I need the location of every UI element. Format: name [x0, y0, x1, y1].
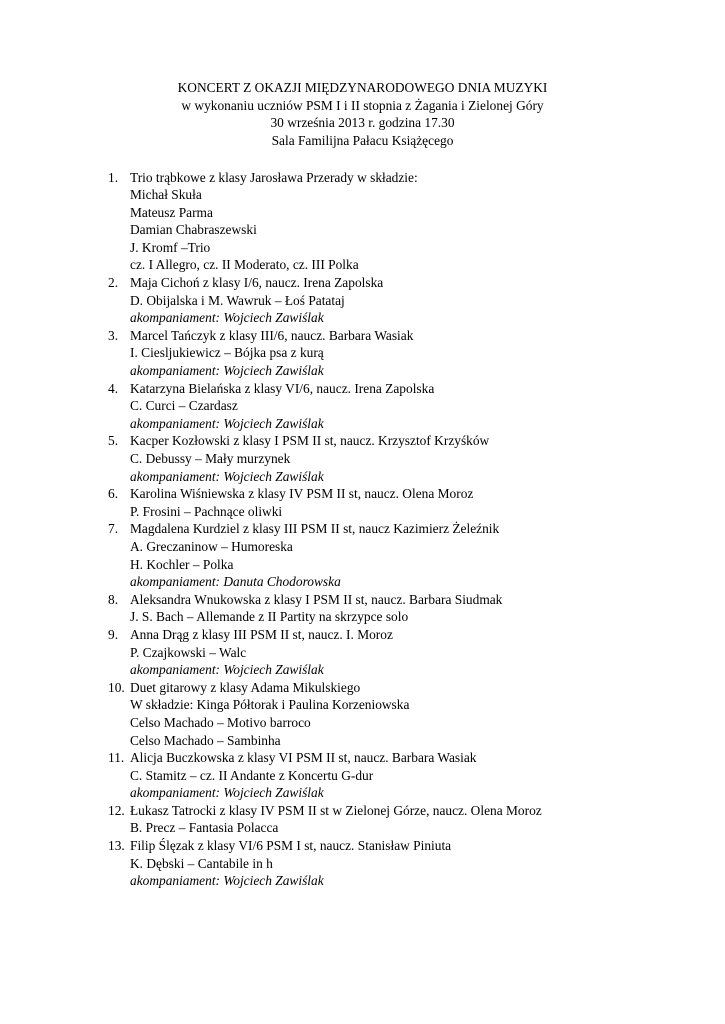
program-line: Trio trąbkowe z klasy Jarosława Przerady w składzie:: [130, 169, 418, 185]
program-line: I. Ciesljukiewicz – Bójka psa z kurą: [130, 345, 324, 361]
program-line: Marcel Tańczyk z klasy III/6, naucz. Barbara Wasiak: [130, 327, 414, 343]
accompaniment-line: akompaniament: Wojciech Zawiślak: [130, 873, 324, 889]
program-line: Kacper Kozłowski z klasy I PSM II st, naucz. Krzysztof Krzyśków: [130, 433, 490, 449]
concert-title: KONCERT Z OKAZJI MIĘDZYNARODOWEGO DNIA MUZYKI: [177, 80, 548, 95]
program-item: [108, 802, 668, 837]
program-line: Filip Ślęzak z klasy VI/6 PSM I st, naucz. Stanisław Piniuta: [130, 838, 452, 854]
program-item-number: 3.: [108, 327, 119, 343]
program-line: Damian Chabraszewski: [130, 222, 257, 238]
program-line: C. Stamitz – cz. II Andante z Koncertu G-dur: [130, 767, 374, 783]
program-line: J. S. Bach – Allemande z II Partity na skrzypce solo: [130, 609, 409, 625]
program-item: [108, 169, 668, 275]
program-item-number: 7.: [108, 521, 119, 537]
accompaniment-line: akompaniament: Danuta Chodorowska: [130, 574, 341, 590]
program-line: J. Kromf –Trio: [130, 239, 211, 255]
accompaniment-line: akompaniament: Wojciech Zawiślak: [130, 363, 324, 379]
program-item-number: 5.: [108, 433, 119, 449]
program-line: C. Debussy – Mały murzynek: [130, 451, 291, 466]
program-line: Celso Machado – Motivo barroco: [130, 714, 311, 730]
program-item: [108, 432, 668, 485]
accompaniment-line: akompaniament: Wojciech Zawiślak: [130, 415, 324, 431]
program-line: Maja Cichoń z klasy I/6, naucz. Irena Zapolska: [130, 275, 384, 291]
program-line: Anna Drąg z klasy III PSM II st, naucz. I. Moroz: [130, 626, 393, 642]
program-item-number: 2.: [108, 275, 119, 291]
program-item: [108, 520, 668, 590]
program-item: [108, 274, 668, 327]
program-item-number: 9.: [108, 626, 119, 642]
program-item-number: 10.: [108, 679, 125, 695]
program-line: A. Greczaninow – Humoreska: [130, 538, 293, 554]
program-item: [108, 749, 668, 802]
program-item-number: 11.: [108, 750, 125, 766]
concert-header: [0, 79, 725, 149]
program-line: W składzie: Kinga Półtorak i Paulina Korzeniowska: [130, 697, 410, 713]
program-line: P. Czajkowski – Walc: [130, 644, 247, 660]
program-item: [108, 679, 668, 749]
program-line: K. Dębski – Cantabile in h: [130, 855, 273, 871]
program-line: Duet gitarowy z klasy Adama Mikulskiego: [130, 679, 361, 695]
program-line: Celso Machado – Sambinha: [130, 732, 281, 748]
program-list: [108, 169, 668, 890]
program-line: Katarzyna Bielańska z klasy VI/6, naucz. Irena Zapolska: [130, 380, 435, 396]
program-item: [108, 380, 668, 433]
program-item-number: 12.: [108, 802, 125, 818]
program-line: cz. I Allegro, cz. II Moderato, cz. III Polka: [130, 257, 359, 273]
program-item-number: 8.: [108, 591, 119, 607]
accompaniment-line: akompaniament: Wojciech Zawiślak: [130, 468, 324, 484]
program-line: Łukasz Tatrocki z klasy IV PSM II st w Zielonej Górze, naucz. Olena Moroz: [130, 802, 542, 818]
program-line: Aleksandra Wnukowska z klasy I PSM II st, naucz. Barbara Siudmak: [130, 591, 503, 607]
program-item-number: 6.: [108, 486, 119, 502]
program-item-number: 1.: [108, 169, 119, 185]
program-line: P. Frosini – Pachnące oliwki: [130, 503, 283, 519]
program-item: [108, 837, 668, 890]
program-item: [108, 327, 668, 380]
program-line: Michał Skuła: [130, 187, 202, 203]
program-item: [108, 591, 668, 626]
program-line: Magdalena Kurdziel z klasy III PSM II st, naucz Kazimierz Żeleźnik: [130, 521, 500, 537]
program-line: C. Curci – Czardasz: [130, 398, 238, 414]
program-line: Mateusz Parma: [130, 204, 213, 220]
accompaniment-line: akompaniament: Wojciech Zawiślak: [130, 662, 324, 678]
concert-performers: w wykonaniu uczniów PSM I i II stopnia z Żagania i Zielonej Góry: [181, 97, 544, 113]
program-line: Karolina Wiśniewska z klasy IV PSM II st, naucz. Olena Moroz: [130, 486, 474, 502]
program-item: [108, 485, 668, 520]
accompaniment-line: akompaniament: Wojciech Zawiślak: [130, 785, 324, 801]
program-item: [108, 626, 668, 679]
concert-venue: Sala Familijna Pałacu Książęcego: [271, 132, 454, 148]
program-item-number: 13.: [108, 838, 125, 854]
concert-datetime: 30 września 2013 r. godzina 17.30: [270, 115, 455, 131]
program-line: D. Obijalska i M. Wawruk – Łoś Patataj: [130, 292, 345, 308]
program-line: B. Precz – Fantasia Polacca: [130, 820, 279, 836]
program-item-number: 4.: [108, 380, 119, 396]
program-line: Alicja Buczkowska z klasy VI PSM II st, naucz. Barbara Wasiak: [130, 750, 477, 766]
program-line: H. Kochler – Polka: [130, 556, 234, 572]
accompaniment-line: akompaniament: Wojciech Zawiślak: [130, 310, 324, 326]
